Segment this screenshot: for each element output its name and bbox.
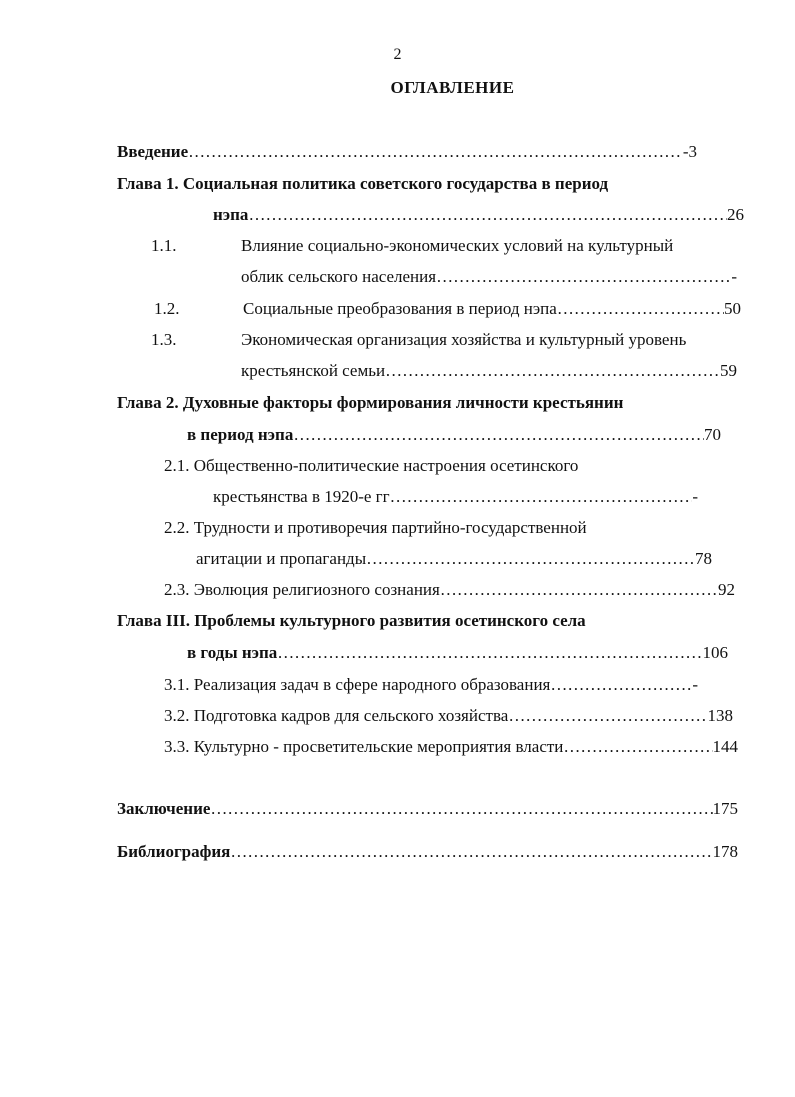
toc-entry-section-2-1 (213, 486, 698, 508)
dot-leader (366, 548, 695, 570)
toc-entry-page: 144 (712, 737, 738, 756)
toc-entry-label: 2.3. Эволюция религиозного сознания (164, 580, 440, 599)
toc-entry-label: Заключение (117, 799, 211, 818)
toc-entry-label: в годы нэпа (187, 643, 278, 662)
toc-entry-label: в период нэпа (187, 425, 294, 444)
toc-entry-chapter-3 (187, 642, 728, 664)
dot-leader (557, 298, 724, 320)
toc-entry-label: 3.2. Подготовка кадров для сельского хозяйства (164, 706, 509, 725)
toc-section-2-2-title: 2.2. Трудности и противоречия партийно-государственной (164, 518, 587, 537)
dot-leader (436, 266, 731, 288)
toc-section-1-3-title: Экономическая организация хозяйства и культурный уровень (241, 330, 687, 349)
dot-leader (385, 360, 720, 382)
toc-entry-page: 175 (712, 799, 738, 818)
toc-entry-section-3-3 (164, 736, 738, 758)
toc-entry-label: Социальные преобразования в период нэпа (243, 299, 557, 318)
toc-entry-page: 78 (695, 549, 712, 568)
toc-entry-label: нэпа (213, 205, 249, 224)
toc-entry-section-3-2 (164, 705, 733, 727)
toc-entry-label: крестьянства в 1920-е гг (213, 487, 390, 506)
toc-entry-section-1-3 (241, 360, 737, 382)
dot-leader (508, 705, 707, 727)
toc-entry-page: - (692, 675, 698, 694)
toc-section-number: 1.1. (151, 236, 177, 255)
toc-entry-bibliography (117, 841, 738, 863)
toc-entry-chapter-1 (213, 204, 744, 226)
toc-entry-label: 3.1. Реализация задач в сфере народного образования (164, 675, 551, 694)
toc-entry-intro (117, 141, 697, 163)
toc-entry-page: 50 (724, 299, 741, 318)
toc-entry-page: - (692, 487, 698, 506)
toc-entry-label: крестьянской семьи (241, 361, 386, 380)
toc-entry-label: Введение (117, 142, 189, 161)
dot-leader (210, 798, 712, 820)
dot-leader (440, 579, 718, 601)
toc-chapter-2-title: Глава 2. Духовные факторы формирования личности крестьянин (117, 393, 624, 412)
toc-entry-page: -3 (682, 142, 697, 161)
dot-leader (563, 736, 712, 758)
toc-entry-label: Библиография (117, 842, 231, 861)
dot-leader (390, 486, 693, 508)
toc-entry-section-1-2 (243, 298, 741, 320)
toc-section-1-1-title: Влияние социально-экономических условий на культурный (241, 236, 674, 255)
dot-leader (293, 424, 704, 446)
toc-section-number: 1.2. (154, 299, 180, 318)
toc-entry-page: 59 (720, 361, 737, 380)
dot-leader (230, 841, 712, 863)
toc-section-2-1-title: 2.1. Общественно-политические настроения осетинского (164, 456, 579, 475)
dot-leader (188, 141, 683, 163)
toc-entry-page: 138 (707, 706, 733, 725)
toc-entry-page: 106 (702, 643, 728, 662)
toc-entry-chapter-2 (187, 424, 721, 446)
toc-entry-label: агитации и пропаганды (196, 549, 367, 568)
toc-entry-label: облик сельского населения (241, 267, 437, 286)
toc-entry-section-1-1 (241, 266, 737, 288)
toc-entry-label: 3.3. Культурно - просветительские мероприятия власти (164, 737, 564, 756)
toc-entry-section-3-1 (164, 674, 698, 696)
page-title: ОГЛАВЛЕНИЕ (390, 78, 515, 97)
toc-entry-page: 178 (712, 842, 738, 861)
toc-entry-section-2-2 (196, 548, 712, 570)
dot-leader (248, 204, 727, 226)
dot-leader (550, 674, 692, 696)
toc-chapter-3-title: Глава III. Проблемы культурного развития осетинского села (117, 611, 586, 630)
toc-entry-page: 26 (727, 205, 744, 224)
toc-chapter-1-title: Глава 1. Социальная политика советского государства в период (117, 174, 609, 193)
toc-entry-conclusion (117, 798, 738, 820)
toc-entry-section-2-3 (164, 579, 735, 601)
toc-entry-page: 70 (704, 425, 721, 444)
toc-entry-page: 92 (718, 580, 735, 599)
toc-section-number: 1.3. (151, 330, 177, 349)
toc-entry-page: - (731, 267, 737, 286)
page-number: 2 (393, 46, 402, 63)
dot-leader (277, 642, 702, 664)
